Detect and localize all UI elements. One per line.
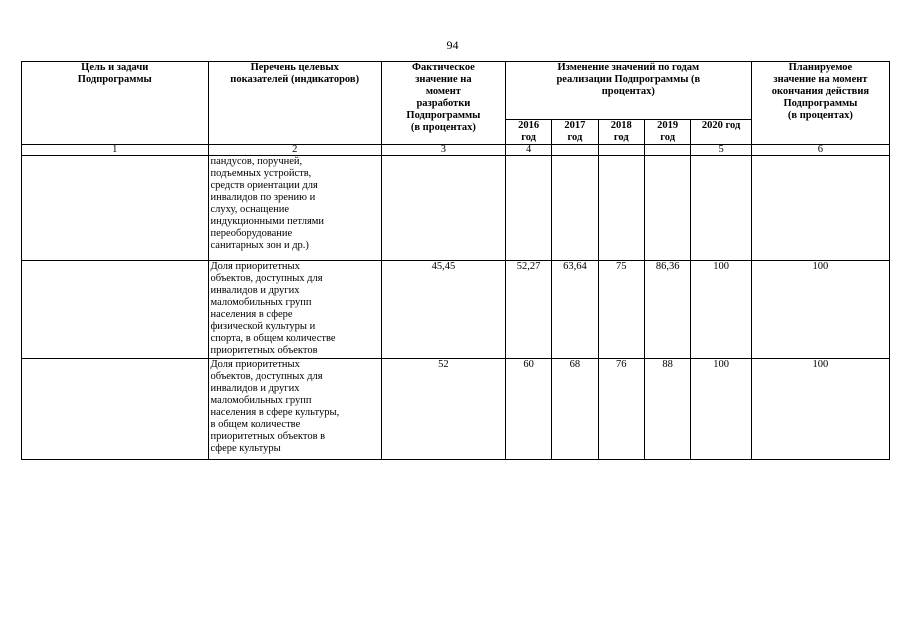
goal-cell xyxy=(22,261,209,359)
column-number-empty xyxy=(552,145,598,156)
planned-value-cell xyxy=(751,156,889,261)
indicator-cell: Доля приоритетных объектов, доступных для инвалидов и других маломобильных групп населения в сфере культуры, в общем количестве приоритетных объектов в сфере культуры xyxy=(208,359,381,460)
header-goal: Цель и задачи Подпрограммы xyxy=(22,62,209,145)
header-year-2019: 2019 год xyxy=(644,120,690,145)
indicator-cell: Доля приоритетных объектов, доступных для инвалидов и других маломобильных групп населения в сфере физической культуры и спорта, в общем количестве приоритетных объектов xyxy=(208,261,381,359)
value-2018-cell xyxy=(598,156,644,261)
header-year-2016: 2016 год xyxy=(505,120,551,145)
header-year-2020: 2020 год xyxy=(691,120,751,145)
header-year-2018: 2018 год xyxy=(598,120,644,145)
header-year-2017: 2017 год xyxy=(552,120,598,145)
header-planned-value: Планируемое значение на момент окончания действия Подпрограммы (в процентах) xyxy=(751,62,889,145)
column-number-1: 1 xyxy=(22,145,209,156)
goal-cell xyxy=(22,156,209,261)
header-indicators: Перечень целевых показателей (индикаторов) xyxy=(208,62,381,145)
actual-value-cell: 52 xyxy=(381,359,505,460)
indicators-table xyxy=(21,61,890,460)
value-2016-cell: 52,27 xyxy=(505,261,551,359)
value-2020-cell: 100 xyxy=(691,261,751,359)
value-2017-cell xyxy=(552,156,598,261)
value-2019-cell xyxy=(644,156,690,261)
header-actual-value: Фактическое значение на момент разработки Подпрограммы (в процентах) xyxy=(381,62,505,145)
table-row xyxy=(22,261,890,359)
table-row xyxy=(22,156,890,261)
value-2020-cell: 100 xyxy=(691,359,751,460)
value-2018-cell: 76 xyxy=(598,359,644,460)
value-2017-cell: 68 xyxy=(552,359,598,460)
column-number-empty xyxy=(644,145,690,156)
planned-value-cell: 100 xyxy=(751,261,889,359)
value-2019-cell: 88 xyxy=(644,359,690,460)
header-changes-by-year: Изменение значений по годам реализации Подпрограммы (в процентах) xyxy=(505,62,751,120)
column-number-2: 2 xyxy=(208,145,381,156)
column-number-3: 3 xyxy=(381,145,505,156)
indicator-cell: пандусов, поручней, подъемных устройств, средств ориентации для инвалидов по зрению и слуху, оснащение индукционными петлями переоборудование санитарных зон и др.) xyxy=(208,156,381,261)
column-number-6: 6 xyxy=(751,145,889,156)
column-number-row xyxy=(22,145,890,156)
goal-cell xyxy=(22,359,209,460)
value-2016-cell xyxy=(505,156,551,261)
value-2017-cell: 63,64 xyxy=(552,261,598,359)
value-2016-cell: 60 xyxy=(505,359,551,460)
column-number-empty xyxy=(598,145,644,156)
page-number: 94 xyxy=(446,38,459,52)
value-2020-cell xyxy=(691,156,751,261)
actual-value-cell xyxy=(381,156,505,261)
value-2019-cell: 86,36 xyxy=(644,261,690,359)
column-number-4: 4 xyxy=(505,145,551,156)
table-row xyxy=(22,359,890,460)
column-number-5: 5 xyxy=(691,145,751,156)
actual-value-cell: 45,45 xyxy=(381,261,505,359)
planned-value-cell: 100 xyxy=(751,359,889,460)
header-row xyxy=(22,62,890,120)
value-2018-cell: 75 xyxy=(598,261,644,359)
